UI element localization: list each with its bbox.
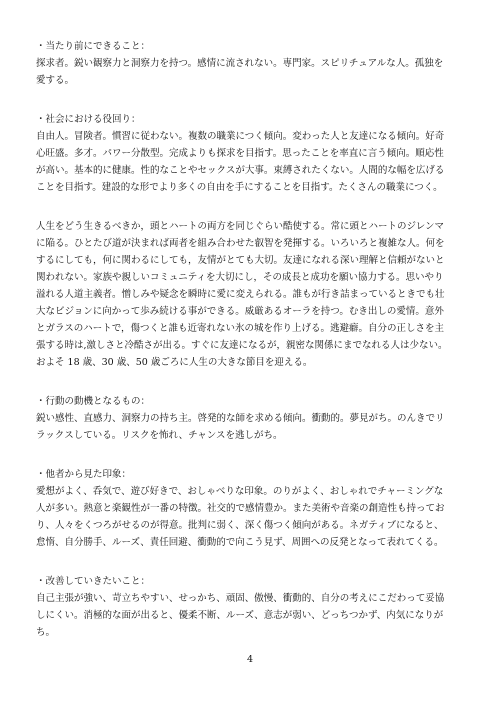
section-heading: ・他者から見た印象： [36, 469, 132, 480]
body-line: ち。 [36, 627, 56, 638]
body-line: しにくい。消極的な面が出ると、優柔不断、ルーズ、意志が弱い、どっちつかず、内気になりが [36, 610, 444, 621]
body-line: 怠惰、自分勝手、ルーズ、責任回避、衝動的で向こう見ず、周囲への反発となって表れてくる。 [36, 537, 444, 548]
section-daily-abilities [36, 38, 466, 89]
body-line: およそ 18 歳、30 歳、50 歳ごろに人生の大きな節目を迎える。 [36, 357, 313, 368]
body-line: 自己主張が強い、苛立ちやすい、せっかち、頑固、傲慢、衝動的、自分の考えにこだわって妥協 [36, 593, 445, 604]
body-line: 関われない。家族や親しいコミュニティを大切にし，その成長と成功を願い協力する。思いやり [36, 272, 444, 283]
section-heading: ・社会における役回り： [36, 114, 141, 125]
body-line: 愛する。 [36, 75, 75, 86]
section-heading: ・行動の動機となるもの： [36, 396, 151, 407]
section-social-role [36, 111, 466, 196]
body-line: 心旺盛。多才。パワー分散型。完成よりも探求を目指す。思ったことを率直に言う傾向。順応性 [36, 148, 444, 159]
page-number: 4 [246, 654, 254, 665]
body-line: 溢れる人道主義者。憎しみや疑念を瞬時に愛に変えられる。誰もが行き詰まっているときでも壮 [36, 289, 445, 300]
section-impression [36, 466, 466, 551]
body-line: 張する時は,激しさと冷酷さが出る。すぐに友達になるが，親密な関係にまでなれる人は少ない。 [36, 340, 448, 351]
section-improvements [36, 573, 466, 641]
section-motivation [36, 393, 466, 444]
section-heading: ・改善していきたいこと： [36, 576, 151, 587]
body-line: するにしても，何に関わるにしても，友情がとても大切。友達になれる深い理解と信頼がないと [36, 255, 445, 266]
document-body [36, 38, 466, 663]
body-line: 大なビジョンに向かって歩み続ける事ができる。威厳あるオーラを持つ。むき出しの愛情。意外 [36, 306, 444, 317]
body-line: ことを目指す。建設的な形でより多くの自由を手にすることを目指す。たくさんの職業につく。 [36, 182, 443, 193]
body-line: が高い。基本的に健康。性的なことやセックスが大事。束縛されたくない。人間的な幅を広げる [36, 165, 445, 176]
body-line: 探求者。鋭い観察力と洞察力を持つ。感情に流されない。専門家。スピリチュアルな人。孤独を [36, 58, 444, 69]
body-line: 人生をどう生きるべきか，頭とハートの両方を同じぐらい酷使する。常に頭とハートのジレンマ [36, 221, 445, 232]
section-way-of-life [36, 218, 466, 371]
body-line: 愛想がよく、呑気で、遊び好きで、おしゃべりな印象。のりがよく、おしゃれでチャーミングな [36, 486, 444, 497]
body-line: に陥る。ひとたび道が決まれば両者を組み合わせた叡智を発揮する。いろいろと複雑な人。何を [36, 238, 445, 249]
body-line: ラックスしている。リスクを怖れ、チャンスを逃しがち。 [36, 430, 283, 441]
body-line: 人が多い。熱意と楽観性が一番の特徴。社交的で感情豊か。また美術や音楽の創造性も持ってお [36, 503, 445, 514]
body-line: 鋭い感性、直感力、洞察力の持ち主。啓発的な師を求める傾向。衝動的。夢見がち。のんきでリ [36, 413, 445, 424]
body-line: とガラスのハートで，傷つくと誰も近寄れない氷の城を作り上げる。逃避癖。自分の正しさを主 [36, 323, 445, 334]
body-line: り、人々をくつろがせるのが得意。批判に弱く、深く傷つく傾向がある。ネガティブになると、 [36, 520, 444, 531]
section-heading: ・当たり前にできること： [36, 41, 151, 52]
body-line: 自由人。冒険者。慣習に従わない。複数の職業につく傾向。変わった人と友達になる傾向。好奇 [36, 131, 445, 142]
